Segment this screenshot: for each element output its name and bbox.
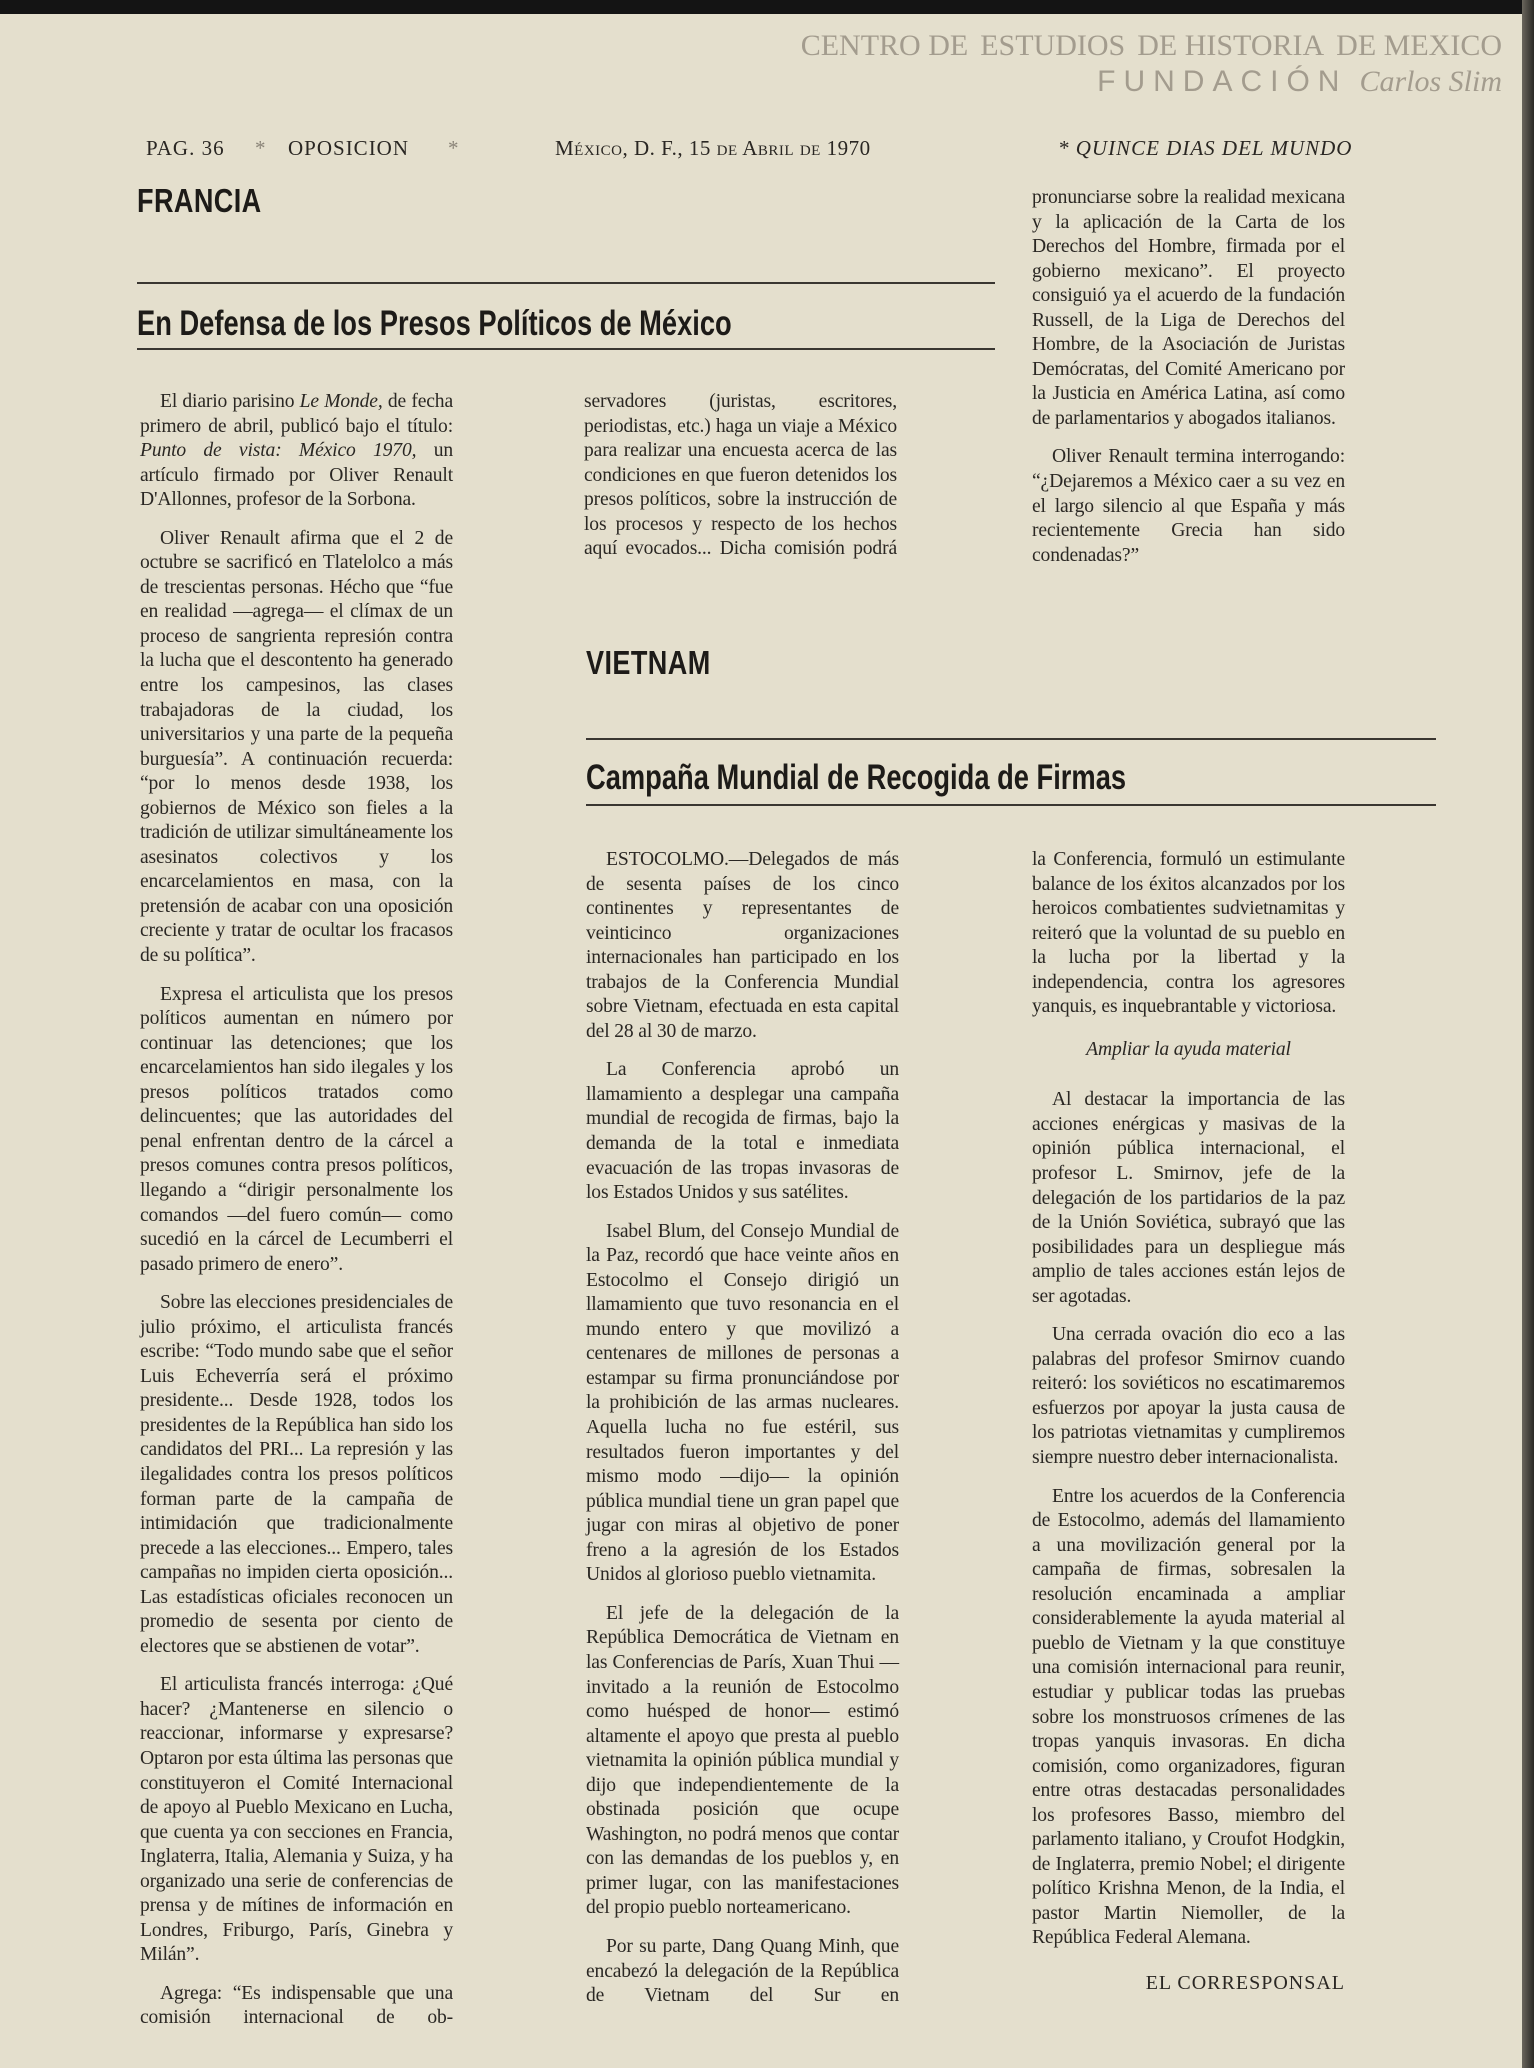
header-separator: *: [255, 136, 267, 160]
text: de fecha primero de abril, publicó bajo el título:: [140, 391, 453, 437]
paragraph: El articulista francés interroga: ¿Qué hacer? ¿Mantenerse en silencio o reaccionar, informarse y expresarse? Optaron por esta última las personas que constituyeron el Comité Internacional de apoyo al Pueblo Mexicano en Lucha, que cuenta ya con secciones en Francia, Inglaterra, Italia, Alemania y Suiza, y ha organizado una serie de conferencias de prensa y de mítines de información en Londres, Friburgo, París, Ginebra y Milán”.: [140, 1674, 453, 1966]
watermark-text: CENTRO DE: [800, 29, 969, 62]
page-number: PAG. 36: [146, 136, 225, 160]
paragraph: Isabel Blum, del Consejo Mundial de la Paz, recordó que hace veinte años en Estocolmo el Consejo dirigió un llamamiento que tuvo resonancia en el mundo entero y que movilizó a centenares de millones de personas a estampar su firma pronunciándose por la prohibición de las armas nucleares. Aquella lucha no fue estéril, sus resultados fueron importantes y del mismo modo —dijo— la opinión pública mundial tiene un gran papel que jugar con miras al objetivo de poner freno a la agresión de los Estados Unidos al glorioso pueblo vietnamita.: [586, 1220, 899, 1586]
publication-name: OPOSICION: [288, 136, 410, 160]
paragraph-continued: servadores (juristas, escritores, periodistas, etc.) haga un viaje a México para realizar una encuesta acerca de las condiciones en que fueron detenidos los presos políticos, sobre la instrucción de los procesos y respecto de los hechos aquí evocados... Dicha comisión podrá: [584, 391, 897, 560]
column-3-bottom: [1032, 848, 1345, 2010]
watermark-text: FUNDACIÓN: [1097, 65, 1348, 98]
byline: EL CORRESPONSAL: [1145, 1971, 1345, 1994]
watermark-text: ESTUDIOS: [980, 29, 1126, 62]
newspaper-name: Le Monde,: [299, 391, 383, 412]
column-2-top: [584, 390, 897, 576]
newspaper-page: [0, 14, 1522, 2068]
divider: [586, 738, 1436, 740]
paragraph: Al destacar la importancia de las acciones enérgicas y masivas de la opinión pública internacional, el profesor L. Smirnov, jefe de la delegación de los partidarios de la paz de la Unión Soviética, subrayó que las posibilidades para un despliegue más amplio de tales acciones están lejos de ser agotadas.: [1032, 1089, 1345, 1307]
paragraph-continued: la Conferencia, formuló un estimulante balance de los éxitos alcanzados por los heroicos combatientes sudvietnamitas y reiteró que la voluntad de su pueblo en la lucha por la libertad y la independencia, contra los agresores yanquis, es inquebrantable y victoriosa.: [1032, 849, 1345, 1018]
archive-watermark: [789, 28, 1502, 100]
watermark-signature: Carlos Slim: [1359, 65, 1502, 98]
paragraph: Oliver Renault afirma que el 2 de octubre se sacrificó en Tlatelolco a más de trescientas personas. Hécho que “fue en realidad —agrega— el clímax de un proceso de sangrienta represión contra la lucha que el descontento ha generado entre los campesinos, las clases trabajadoras de la ciudad, los universitarios y una parte de la pequeña burguesía”. A continuación recuerda: “por lo menos desde 1938, los gobiernos de México son fieles a la tradición de utilizar simultáneamente los asesinatos colectivos y los encarcelamientos en masa, con la pretensión de acabar con una oposición creciente y tratar de ocultar los fracasos de su política”.: [140, 527, 453, 967]
column-1: [140, 390, 453, 2045]
watermark-row: [789, 28, 1502, 64]
text: El diario parisino: [160, 391, 300, 412]
watermark-text: DE MEXICO: [1336, 29, 1502, 62]
section-tag: * QUINCE DIAS DEL MUNDO: [1058, 136, 1353, 160]
paragraph: Agrega: “Es indispensable que una comisión internacional de ob-: [140, 1982, 453, 2029]
text: un artículo firmado por Oliver Renault D'Allonnes, profesor de la Sorbona.: [140, 440, 453, 511]
paragraph: Una cerrada ovación dio eco a las palabras del profesor Smirnov cuando reiteró: los soviéticos no escatimaremos esfuerzos por apoyar la justa causa de los patriotas vietnamitas y cumpliremos siempre nuestro deber internacionalista.: [1032, 1324, 1345, 1469]
paragraph: Oliver Renault termina interrogando: “¿Dejaremos a México caer a su vez en el largo silencio al que España y más recientemente Grecia han sido condenadas?”: [1032, 446, 1345, 566]
dateline: México, D. F., 15 de Abril de 1970: [555, 136, 871, 160]
section-heading-francia: FRANCIA: [137, 182, 262, 219]
paragraph-continued: pronunciarse sobre la realidad mexicana y la aplicación de la Carta de los Derechos del Hombre, firmada por el gobierno mexicano”. El proyecto consiguió ya el acuerdo de la fundación Russell, de la Liga de Derechos del Hombre, de la Asociación de Juristas Demócratas, del Comité Americano por la Justicia en América Latina, así como de parlamentarios y abogados italianos.: [1032, 187, 1345, 429]
watermark-text: DE HISTORIA: [1137, 29, 1325, 62]
paragraph: Expresa el articulista que los presos políticos aumentan en número por continuar las detenciones; que los encarcelamientos han sido ilegales y los presos políticos tratados como delincuentes; que las autoridades del penal enfrentan dentro de la cárcel a presos comunes contra presos políticos, llegando a “dirigir personalmente los comandos —del fuero común— como sucedió en la cárcel de Lecumberri el pasado primero de enero”.: [140, 983, 453, 1275]
divider: [137, 348, 995, 350]
divider: [137, 282, 995, 284]
article-name: Punto de vista: México 1970,: [140, 440, 417, 462]
divider: [586, 804, 1436, 806]
column-3-top: [1032, 186, 1345, 582]
paragraph: El jefe de la delegación de la República Democrática de Vietnam en las Conferencias de París, Xuan Thui —invitado a la reunión de Estocolmo como huésped de honor— estimó altamente el apoyo que presta al pueblo vietnamita la opinión pública mundial y dijo que independientemente de la obstinada posición que ocupe Washington, no podrá menos que contar con las demandas de los pueblos y, en primer lugar, con las manifestaciones del propio pueblo norteamericano.: [586, 1602, 899, 1919]
paragraph: Sobre las elecciones presidenciales de julio próximo, el articulista francés escribe: “Todo mundo sabe que el señor Luis Echeverría será el próximo presidente... Desde 1928, todos los presidentes de la República han sido los candidatos del PRI... La represión y las ilegalidades contra los presos políticos forman parte de la campaña de intimidación que tradicionalmente precede a las elecciones... Empero, tales campañas no impiden cierta oposición... Las estadísticas oficiales reconocen un promedio de sesenta por ciento de electores que se abstienen de votar”.: [140, 1292, 453, 1657]
paragraph: [140, 390, 453, 513]
section-heading-vietnam: VIETNAM: [586, 644, 711, 681]
header-separator: *: [448, 136, 460, 160]
paragraph: ESTOCOLMO.—Delegados de más de sesenta países de los cinco continentes y representantes de veinticinco organizaciones internacionales han participado en los trabajos de la Conferencia Mundial sobre Vietnam, efectuada en esta capital del 28 al 30 de marzo.: [586, 849, 899, 1042]
watermark-row: [789, 64, 1502, 100]
article-title-francia: En Defensa de los Presos Políticos de México: [137, 304, 732, 343]
paragraph: La Conferencia aprobó un llamamiento a desplegar una campaña mundial de recogida de firmas, bajo la demanda de la total e inmediata evacuación de las tropas invasoras de los Estados Unidos y sus satélites.: [586, 1059, 899, 1204]
paragraph: Entre los acuerdos de la Conferencia de Estocolmo, además del llamamiento a una movilización general por la campaña de firmas, sobresalen la resolución encaminada a ampliar considerablemente la ayuda material al pueblo de Vietnam y la que constituye una comisión internacional para reunir, estudiar y publicar todas las pruebas sobre los monstruosos crímenes de las tropas yanquis invasoras. En dicha comisión, como organizadores, figuran entre otras destacadas personalidades los profesores Basso, miembro del parlamento italiano, y Croufot Hodgkin, de Inglaterra, premio Nobel; el dirigente político Krishna Menon, de la India, el pastor Martin Niemoller, de la República Federal Alemana.: [1032, 1485, 1345, 1949]
article-title-vietnam: Campaña Mundial de Recogida de Firmas: [586, 758, 1127, 797]
scan-right-border: [1522, 0, 1534, 2068]
subheading: Ampliar la ayuda material: [1086, 1038, 1291, 1060]
paragraph: Por su parte, Dang Quang Minh, que encabezó la delegación de la República de Vietnam del Sur en: [586, 1935, 899, 2007]
scan-top-border: [0, 0, 1534, 14]
column-2-bottom: [586, 848, 899, 2023]
